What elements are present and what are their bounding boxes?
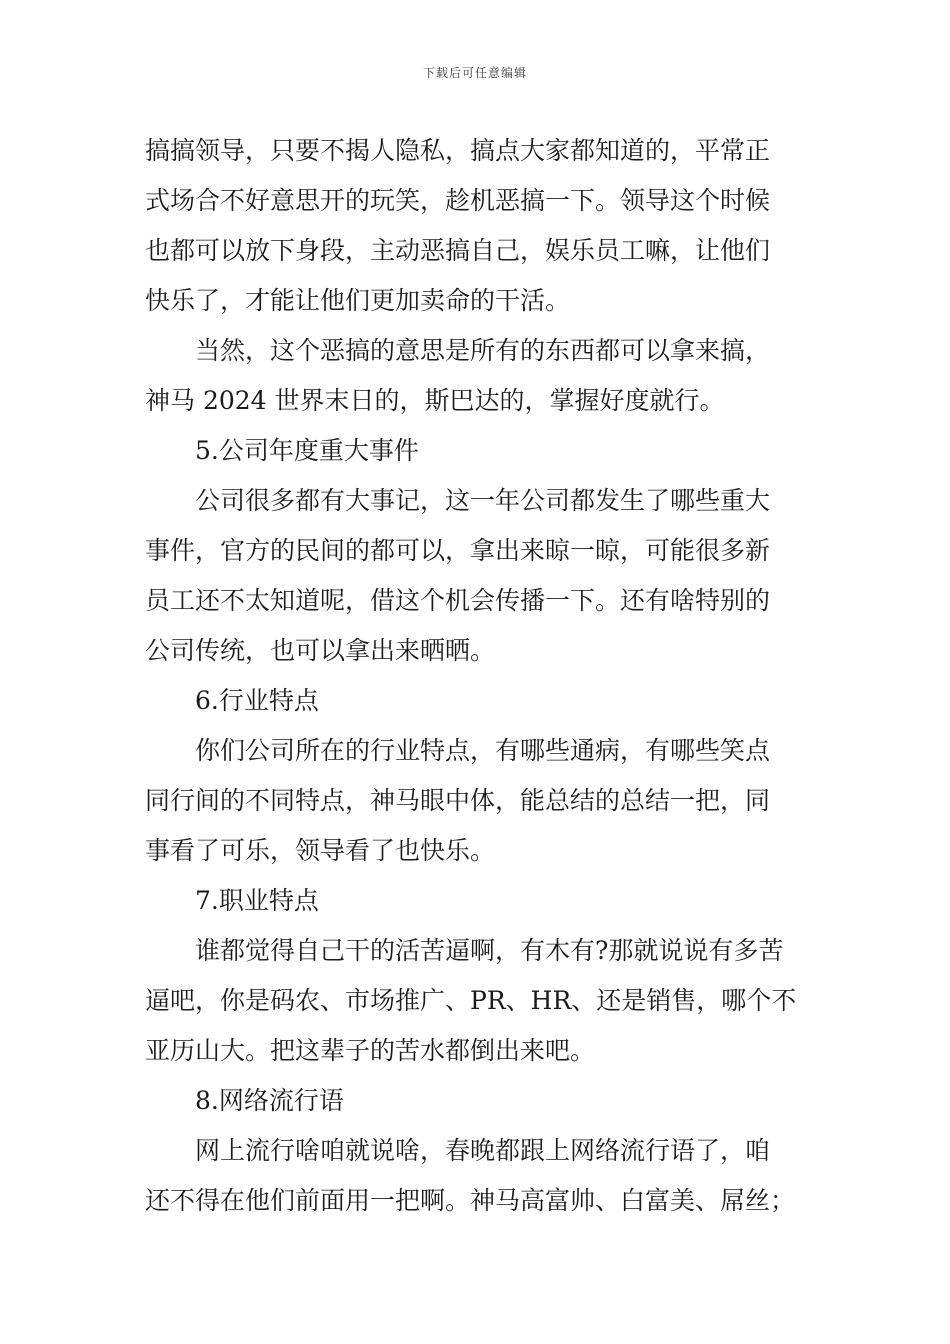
text-line: 事件，官方的民间的都可以，拿出来晾一晾，可能很多新 xyxy=(145,536,771,565)
text-line: 事看了可乐，领导看了也快乐。 xyxy=(145,836,496,865)
text-line: 也都可以放下身段，主动恶搞自己，娱乐员工嘛，让他们 xyxy=(145,236,771,265)
text-line: 你们公司所在的行业特点，有哪些通病，有哪些笑点 xyxy=(195,736,771,765)
document-body xyxy=(145,126,810,1226)
text-line: 5.公司年度重大事件 xyxy=(195,436,419,465)
text-line: 公司很多都有大事记，这一年公司都发生了哪些重大 xyxy=(195,486,771,515)
text-line: 当然，这个恶搞的意思是所有的东西都可以拿来搞， xyxy=(195,336,771,365)
text-line: 7.职业特点 xyxy=(195,886,319,915)
text-line: 神马 2024 世界末日的，斯巴达的，掌握好度就行。 xyxy=(145,386,725,415)
page-header-note: 下载后可任意编辑 xyxy=(422,66,527,80)
text-line: 谁都觉得自己干的活苦逼啊，有木有?那就说说有多苦 xyxy=(195,936,784,965)
text-line: 8.网络流行语 xyxy=(195,1086,344,1115)
text-line: 亚历山大。把这辈子的苦水都倒出来吧。 xyxy=(145,1036,596,1065)
text-line: 网上流行啥咱就说啥，春晚都跟上网络流行语了，咱 xyxy=(195,1136,771,1165)
text-line: 搞搞领导，只要不揭人隐私，搞点大家都知道的，平常正 xyxy=(145,136,771,165)
text-line: 快乐了，才能让他们更加卖命的干活。 xyxy=(145,286,571,315)
text-line: 同行间的不同特点，神马眼中体，能总结的总结一把，同 xyxy=(145,786,771,815)
text-line: 逼吧，你是码农、市场推广、PR、HR、还是销售，哪个不 xyxy=(145,986,797,1015)
text-line: 还不得在他们前面用一把啊。神马高富帅、白富美、屌丝； xyxy=(145,1186,796,1215)
text-line: 6.行业特点 xyxy=(195,686,319,715)
text-line: 员工还不太知道呢，借这个机会传播一下。还有啥特别的 xyxy=(145,586,771,615)
text-line: 公司传统，也可以拿出来晒晒。 xyxy=(145,636,496,665)
text-line: 式场合不好意思开的玩笑，趁机恶搞一下。领导这个时候 xyxy=(145,186,771,215)
